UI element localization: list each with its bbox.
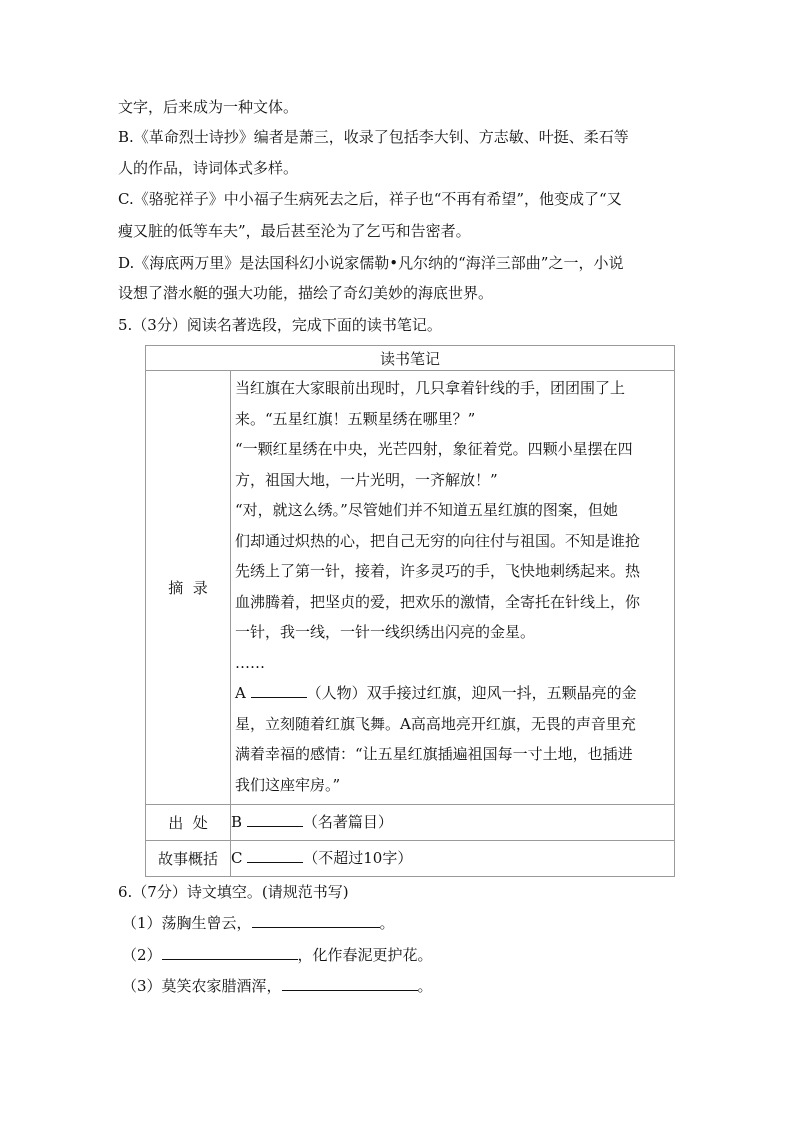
question-5-title: 5.（3分）阅读名著选段，完成下面的读书笔记。 bbox=[118, 316, 442, 334]
excerpt-content bbox=[231, 371, 675, 805]
summary-cell bbox=[231, 841, 675, 877]
poem-item-2 bbox=[122, 945, 433, 965]
option-b-line-1: B.《革命烈士诗抄》编者是萧三，收录了包括李大钊、方志敏、叶挺、柔石等 bbox=[118, 128, 629, 146]
excerpt-line: 来。“五星红旗！五颗星绣在哪里？” bbox=[235, 409, 476, 428]
blank-a-suffix: （人物）双手接过红旗，迎风一抖，五颗晶亮的金 bbox=[306, 684, 637, 702]
blank-a-field[interactable] bbox=[251, 683, 307, 698]
excerpt-line: “对，就这么绣。”尽管她们并不知道五星红旗的图案，但她 bbox=[235, 501, 618, 519]
excerpt-line: 血沸腾着，把坚贞的爱，把欢乐的激情，全寄托在针线上，你 bbox=[235, 592, 641, 611]
excerpt-line: …… bbox=[235, 653, 265, 672]
excerpt-line: 当红旗在大家眼前出现时，几只拿着针线的手，团团围了上 bbox=[235, 379, 626, 397]
excerpt-label: 摘 录 bbox=[146, 371, 231, 805]
option-b-line-2: 人的作品，诗词体式多样。 bbox=[118, 159, 299, 177]
excerpt-line: “一颗红星绣在中央，光芒四射，象征着党。四颗小星摆在四 bbox=[235, 440, 633, 458]
source-label: 出 处 bbox=[146, 805, 231, 841]
poem-item-1 bbox=[122, 913, 395, 933]
excerpt-line: 们却通过炽热的心，把自己无穷的向往付与祖国。不知是谁抢 bbox=[235, 531, 641, 550]
poem-item-1-prefix: （1）荡胸生曾云， bbox=[122, 914, 252, 932]
option-d-line-2: 设想了潜水艇的强大功能，描绘了奇幻美妙的海底世界。 bbox=[118, 284, 494, 302]
poem-item-3 bbox=[122, 976, 433, 996]
option-c-line-2: 瘦又脏的低等车夫”，最后甚至沦为了乞丐和告密者。 bbox=[118, 222, 471, 240]
poem-blank-2[interactable] bbox=[162, 945, 298, 960]
blank-a-line bbox=[235, 678, 670, 709]
poem-blank-3[interactable] bbox=[282, 976, 418, 991]
blank-b-prefix: B bbox=[231, 813, 243, 831]
excerpt-line: 满着幸福的感情：“让五星红旗插遍祖国每一寸土地，也插进 bbox=[235, 745, 633, 763]
blank-c-field[interactable] bbox=[247, 848, 303, 863]
question-6-title: 6.（7分）诗文填空。(请规范书写) bbox=[118, 883, 349, 901]
reading-notes-table bbox=[145, 345, 675, 877]
blank-b-suffix: （名著篇目） bbox=[302, 813, 393, 831]
blank-a-prefix: A bbox=[235, 684, 246, 702]
poem-item-2-prefix: （2） bbox=[122, 946, 162, 964]
poem-blank-1[interactable] bbox=[252, 913, 380, 928]
option-d-line-1: D.《海底两万里》是法国科幻小说家儒勒•凡尔纳的“海洋三部曲”之一，小说 bbox=[118, 254, 624, 272]
poem-item-1-suffix: 。 bbox=[379, 914, 395, 932]
source-cell bbox=[231, 805, 675, 841]
blank-c-prefix: C bbox=[231, 849, 243, 867]
poem-item-2-suffix: ，化作春泥更护花。 bbox=[297, 946, 433, 964]
option-c-line-1: C.《骆驼祥子》中小福子生病死去之后，祥子也“不再有希望”，他变成了“又 bbox=[118, 190, 622, 208]
excerpt-line: 方，祖国大地，一片光明，一齐解放！” bbox=[235, 470, 498, 489]
poem-item-3-prefix: （3）莫笑农家腊酒浑， bbox=[122, 977, 282, 995]
summary-label: 故事概括 bbox=[146, 841, 231, 877]
blank-b-field[interactable] bbox=[247, 812, 303, 827]
poem-item-3-suffix: 。 bbox=[417, 977, 433, 995]
blank-c-suffix: （不超过10字） bbox=[303, 849, 413, 867]
line-1: 文字，后来成为一种文体。 bbox=[118, 98, 299, 116]
excerpt-line: 先绣上了第一针，接着，许多灵巧的手，飞快地刺绣起来。热 bbox=[235, 562, 641, 580]
excerpt-line: 星，立刻随着红旗飞舞。A高高地亮开红旗，无畏的声音里充 bbox=[235, 714, 636, 733]
excerpt-line: 一针，我一线，一针一线织绣出闪亮的金星。 bbox=[235, 623, 536, 641]
excerpt-line: 我们这座牢房。” bbox=[235, 775, 341, 794]
table-header: 读书笔记 bbox=[146, 346, 675, 371]
